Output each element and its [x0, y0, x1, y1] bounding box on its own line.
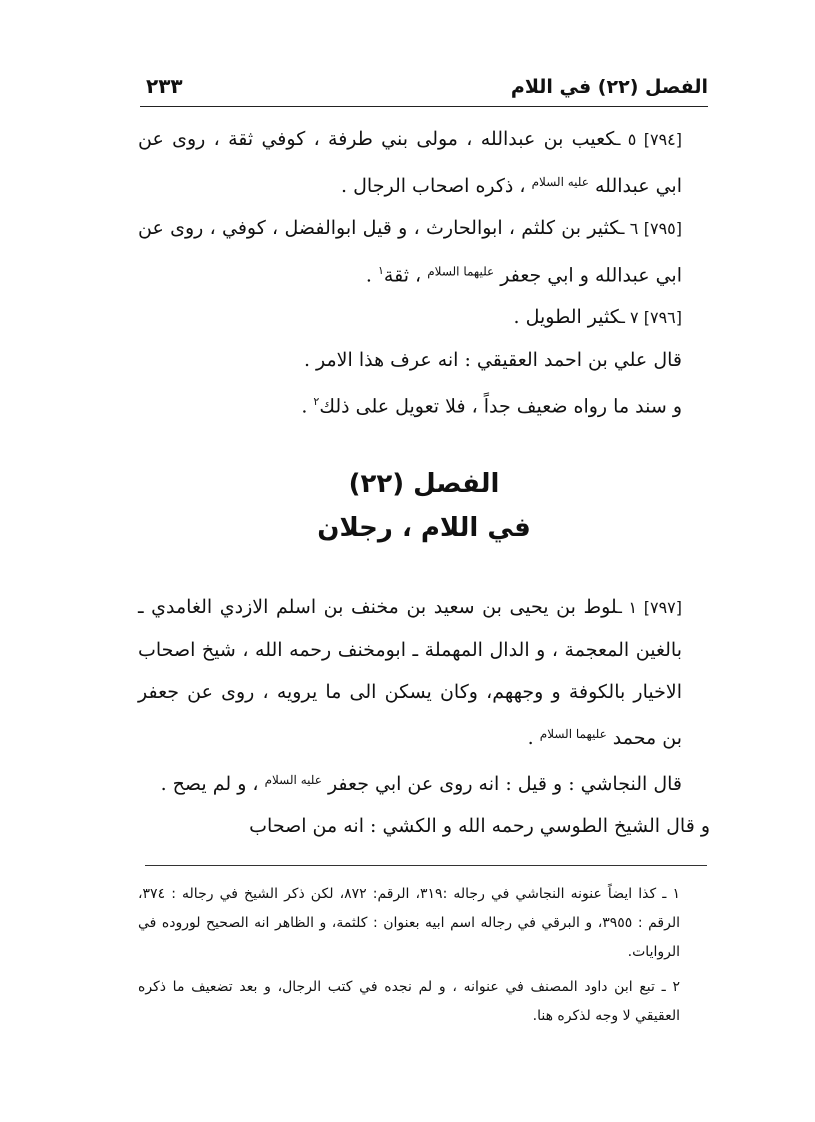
entry-795: [138, 207, 710, 296]
entry-text: كثير الطويل .: [513, 306, 621, 329]
entry-796: [138, 296, 710, 339]
entry-ref: [٧٩٦] ٧ ـ: [620, 308, 682, 328]
entry-794: [138, 118, 710, 207]
running-title: الفصل (٢٢) في اللام: [510, 76, 708, 98]
entry-ref: [٧٩٧] ١ ـ: [617, 598, 683, 617]
entry-text: و سند ما رواه ضعيف جداً ، فلا تعويل على ذلك: [319, 395, 682, 418]
top-entries: [138, 118, 710, 428]
entry-797-tusi: و قال الشيخ الطوسي رحمه الله و الكشي : انه من اصحاب: [249, 815, 710, 837]
entry-ref: [٧٩٥] ٦ ـ: [619, 219, 682, 238]
section-title: الفصل (٢٢): [348, 469, 500, 499]
entry-text: قال النجاشي : و قيل : انه روى عن ابي جعفر: [327, 773, 682, 795]
entry-end: .: [527, 727, 540, 749]
page-number: ٢٣٣: [146, 74, 183, 98]
footnote-1: ١ ـ كذا ايضاً عنونه النجاشي في رجاله :٣١٩، الرقم: ٨٧٢، لكن ذكر الشيخ في رجاله : ٣٧٤، الرقم : ٣٩٥٥، و البرقي في رجاله اسم ابيه بعنوان : كلثمة، و الظاهر انه الصحيح لوروده في الروايات.: [138, 886, 680, 960]
entry-end: .: [301, 395, 314, 418]
footnote-mark[interactable]: ٢: [313, 395, 320, 409]
section-heading: [138, 462, 710, 550]
footnote-mark[interactable]: ١: [378, 264, 384, 277]
honorific: عليهما السلام: [427, 264, 495, 279]
entry-tail: ، ذكره اصحاب الرجال .: [341, 175, 526, 197]
entry-797-najashi: [138, 759, 710, 805]
footnotes: [138, 880, 706, 1031]
entry-text: لوط بن يحيى بن سعيد بن مخنف بن اسلم الازدي الغامدي ـ بالغين المعجمة ، و الدال المهملة ـ ابومخنف رحمه الله ، شيخ اصحاب الاخيار بالكوفة و وجههم، وكان يسكن الى ما يرويه ، روى عن جعفر بن محمد: [138, 596, 682, 749]
entry-text: كعيب بن عبدالله ، مولى بني طرفة ، كوفي ثقة ، روى عن ابي عبدالله: [138, 128, 682, 197]
section-entries: [138, 586, 710, 847]
section-subtitle: في اللام ، رجلان: [317, 513, 531, 543]
entry-797: [138, 586, 710, 759]
entry-end: .: [365, 264, 378, 287]
entry-796-line-sanad: [138, 381, 710, 427]
honorific: عليهما السلام: [539, 727, 607, 741]
entry-tail: ، و لم يصح .: [160, 773, 259, 795]
entry-ref: [٧٩٤] ٥ ـ: [615, 130, 683, 149]
entry-tail: ، ثقة: [383, 264, 422, 287]
entry-text: كثير بن كلثم ، ابوالحارث ، و قيل ابوالفضل ، كوفي ، روى عن ابي عبدالله و ابي جعفر: [138, 217, 682, 287]
page-header: [140, 72, 708, 107]
honorific: عليه السلام: [264, 773, 322, 787]
honorific: عليه السلام: [531, 175, 589, 189]
footnote-2: ٢ ـ تبع ابن داود المصنف في عنوانه ، و لم نجده في كتب الرجال، و بعد تضعيف ما ذكره العقيقي لا وجه لذكره هنا.: [138, 979, 680, 1024]
entry-796-line-aqiqi: قال علي بن احمد العقيقي : انه عرف هذا الامر .: [303, 349, 682, 372]
footnote-divider: [145, 865, 707, 866]
